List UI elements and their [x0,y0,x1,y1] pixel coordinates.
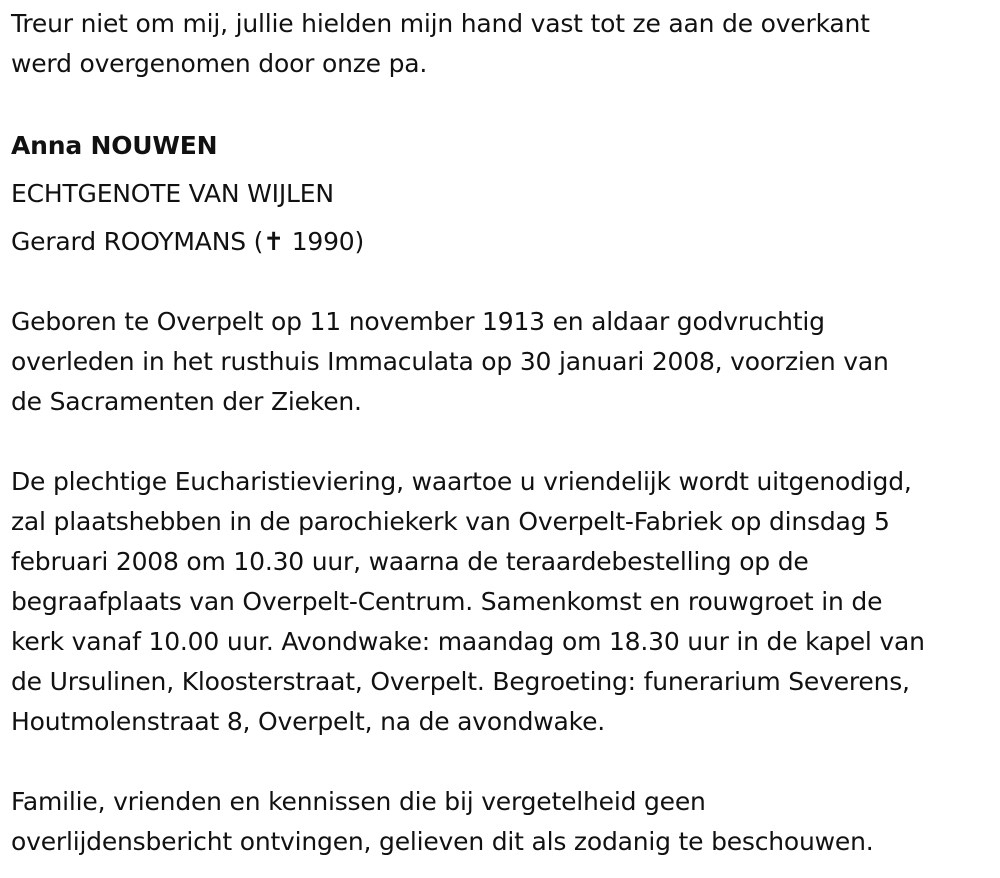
birth-death-paragraph [11,302,889,422]
spouse-death-year: 1990) [291,227,365,256]
quote-line-2: werd overgenomen door onze pa. [11,49,428,78]
closing-line-1: Familie, vrienden en kennissen die bij vergetelheid geen [11,787,706,816]
ceremony-line-6: de Ursulinen, Kloosterstraat, Overpelt. Begroeting: funerarium Severens, [11,667,910,696]
birth-death-line-1: Geboren te Overpelt op 11 november 1913 en aldaar godvruchtig [11,307,825,336]
quote-line-1: Treur niet om mij, jullie hielden mijn hand vast tot ze aan de overkant [11,9,870,38]
closing-paragraph [11,782,874,862]
ceremony-line-4: begraafplaats van Overpelt-Centrum. Samenkomst en rouwgroet in de [11,587,883,616]
opening-quote [11,4,870,84]
ceremony-line-1: De plechtige Eucharistieviering, waartoe u vriendelijk wordt uitgenodigd, [11,467,912,496]
ceremony-line-2: zal plaatshebben in de parochiekerk van Overpelt-Fabriek op dinsdag 5 [11,507,890,536]
spouse-name: Gerard ROOYMANS ( [11,227,264,256]
deceased-relation: ECHTGENOTE VAN WIJLEN [11,179,334,208]
ceremony-line-7: Houtmolenstraat 8, Overpelt, na de avondwake. [11,707,605,736]
closing-line-2: overlijdensbericht ontvingen, gelieven dit als zodanig te beschouwen. [11,827,874,856]
birth-death-line-2: overleden in het rusthuis Immaculata op 30 januari 2008, voorzien van [11,347,889,376]
deceased-info [11,122,364,266]
birth-death-line-3: de Sacramenten der Zieken. [11,387,362,416]
deceased-name: Anna NOUWEN [11,131,218,160]
cross-icon: ✝ [263,227,284,256]
ceremony-line-3: februari 2008 om 10.30 uur, waarna de teraardebestelling op de [11,547,809,576]
ceremony-paragraph [11,462,925,742]
spouse-line [11,218,364,266]
ceremony-line-5: kerk vanaf 10.00 uur. Avondwake: maandag om 18.30 uur in de kapel van [11,627,925,656]
